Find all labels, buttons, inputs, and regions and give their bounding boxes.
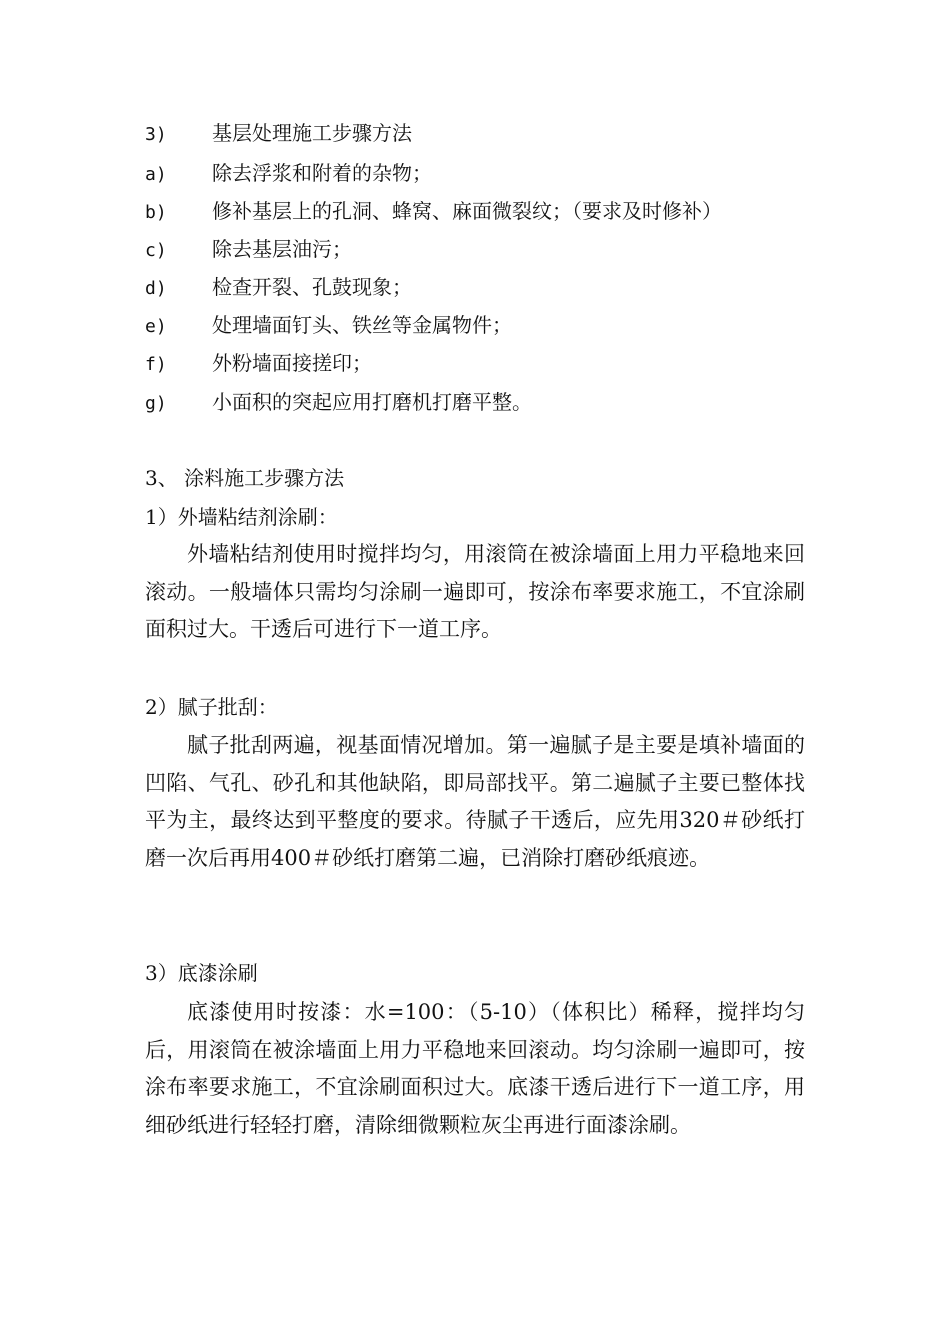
list-item-text: 外粉墙面接搓印；: [212, 351, 372, 375]
list-item-text: 处理墙面钉头、铁丝等金属物件；: [212, 313, 512, 337]
section-title: 3、 涂料施工步骤方法: [145, 466, 345, 490]
list-item-text: 修补基层上的孔洞、蜂窝、麻面微裂纹；（要求及时修补）: [212, 199, 722, 223]
list-item-marker: f): [145, 354, 167, 375]
paragraph-text: 底漆使用时按漆：水=100：（5-10）（体积比）稀释，搅拌均匀后，用滚筒在被涂墙面上用力平稳地来回滚动。均匀涂刷一遍即可，按涂布率要求施工，不宜涂刷面积过大。底漆干透后进行下一道工序，用细砂纸进行轻轻打磨，清除细微颗粒灰尘再进行面漆涂刷。: [145, 1000, 805, 1137]
list-item-marker: d): [145, 278, 167, 299]
list-item-text: 除去浮浆和附着的杂物；: [212, 161, 432, 185]
list-item-text: 除去基层油污；: [212, 237, 352, 261]
list-item: [145, 311, 512, 341]
steps-heading: [145, 119, 412, 149]
subsection-heading: 1）外墙粘结剂涂刷：: [145, 505, 338, 529]
subsection-heading: 3）底漆涂刷: [145, 961, 258, 985]
paragraph-text: 腻子批刮两遍，视基面情况增加。第一遍腻子是主要是填补墙面的凹陷、气孔、砂孔和其他缺陷，即局部找平。第二遍腻子主要已整体找平为主，最终达到平整度的要求。待腻子干透后，应先用320＃砂纸打磨一次后再用400＃砂纸打磨第二遍，已消除打磨砂纸痕迹。: [145, 733, 805, 870]
steps-heading-marker: 3): [145, 124, 167, 145]
steps-heading-text: 基层处理施工步骤方法: [212, 121, 412, 145]
list-item: [145, 159, 432, 189]
list-item-marker: g): [145, 393, 167, 414]
list-item: [145, 197, 722, 227]
list-item-marker: b): [145, 202, 167, 223]
subsection-heading: 2）腻子批刮：: [145, 695, 278, 719]
list-item: [145, 235, 352, 265]
list-item-marker: e): [145, 316, 167, 337]
paragraph: [145, 994, 805, 1144]
paragraph-text: 外墙粘结剂使用时搅拌均匀，用滚筒在被涂墙面上用力平稳地来回滚动。一般墙体只需均匀涂刷一遍即可，按涂布率要求施工，不宜涂刷面积过大。干透后可进行下一道工序。: [145, 542, 805, 641]
list-item: [145, 388, 532, 418]
list-item-marker: c): [145, 240, 167, 261]
list-item-text: 小面积的突起应用打磨机打磨平整。: [212, 390, 532, 414]
list-item-text: 检查开裂、孔鼓现象；: [212, 275, 412, 299]
paragraph: [145, 536, 805, 649]
paragraph: [145, 727, 805, 877]
list-item-marker: a): [145, 164, 167, 185]
list-item: [145, 273, 412, 303]
list-item: [145, 349, 372, 379]
